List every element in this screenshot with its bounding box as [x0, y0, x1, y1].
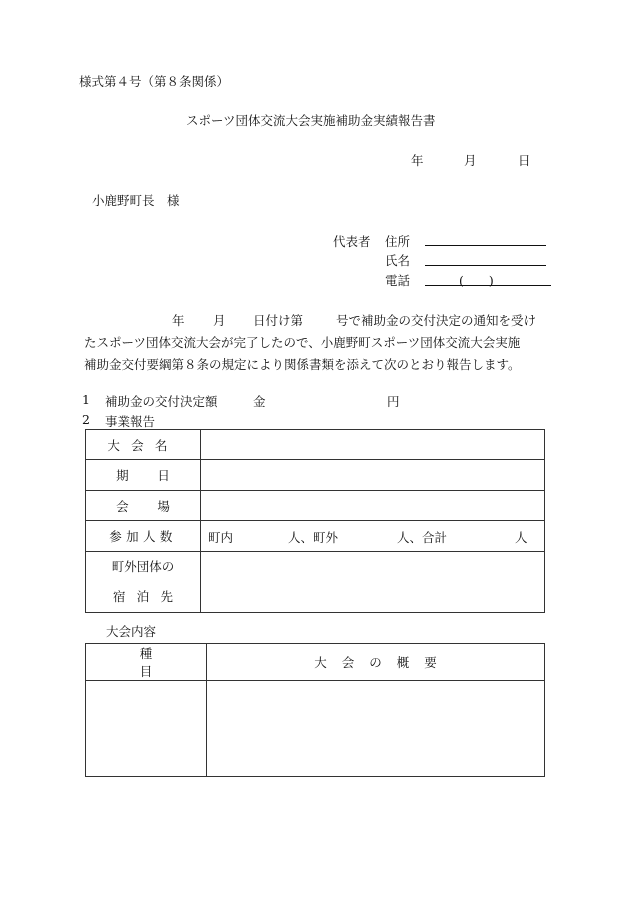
date-input-cell[interactable]: [201, 460, 545, 491]
content-table: [85, 643, 545, 777]
participants-person-1: 人、町外: [288, 530, 339, 545]
name-field[interactable]: [425, 265, 546, 266]
body-line3: 補助金交付要綱第８条の規定により関係書類を添えて次のとおり報告します。: [84, 357, 521, 372]
event-input-cell[interactable]: [86, 681, 207, 777]
addressee: 小鹿野町長 様: [92, 193, 180, 208]
table-row: [86, 552, 545, 613]
item-1-label: 補助金の交付決定額: [105, 394, 218, 409]
table-row: [86, 521, 545, 552]
row-label-lodging: [86, 552, 201, 613]
table-row: [86, 491, 545, 521]
table-row: [86, 460, 545, 491]
participants-person-2: 人、合計: [397, 530, 448, 545]
date-month-label: 月: [464, 153, 477, 168]
body-year-label: 年: [172, 313, 185, 328]
lodging-label-line-1: 町外団体の: [111, 559, 175, 574]
table-row: [86, 681, 545, 777]
phone-label: 電話: [385, 273, 411, 288]
participants-person-3: 人: [515, 530, 528, 545]
name-input-cell[interactable]: [201, 430, 545, 460]
form-number: 様式第４号（第８条関係）: [79, 74, 230, 89]
document-title: スポーツ団体交流大会実施補助金実績報告書: [186, 113, 436, 128]
date-year-label: 年: [411, 153, 424, 168]
item-1-number: 1: [82, 392, 90, 407]
address-label: 住所: [385, 234, 411, 249]
item-1-yen-label: 円: [387, 394, 400, 409]
table-row: [86, 430, 545, 460]
row-label-name: 大会名: [86, 430, 201, 460]
col-header-summary: 大会の概要: [207, 644, 545, 681]
name-label: 氏名: [385, 253, 411, 268]
row-label-date: 期日: [86, 460, 201, 491]
participants-town-in: 町内: [208, 530, 234, 545]
content-label: 大会内容: [106, 624, 157, 639]
row-label-venue: 会場: [86, 491, 201, 521]
item-1-kin-label: 金: [253, 394, 266, 409]
body-line1-rest: 号で補助金の交付決定の通知を受け: [336, 313, 537, 328]
body-dated-label: 日付け第: [253, 313, 304, 328]
table-row: [86, 644, 545, 681]
col-header-event: 種目: [86, 644, 207, 681]
venue-input-cell[interactable]: [201, 491, 545, 521]
item-2-number: 2: [82, 412, 90, 427]
lodging-label-line-2: 宿泊先: [112, 589, 185, 604]
representative-label: 代表者: [333, 234, 371, 249]
lodging-input-cell[interactable]: [201, 552, 545, 613]
body-month-label: 月: [213, 313, 226, 328]
row-label-participants: 参加人数: [86, 521, 201, 552]
summary-input-cell[interactable]: [207, 681, 545, 777]
report-table: [85, 429, 545, 613]
participants-cell[interactable]: [201, 521, 545, 552]
phone-parens: ( ): [459, 273, 494, 288]
address-field[interactable]: [425, 245, 546, 246]
date-day-label: 日: [518, 153, 531, 168]
phone-field[interactable]: [425, 285, 551, 286]
item-2-label: 事業報告: [105, 414, 156, 429]
body-line2: たスポーツ団体交流大会が完了したので、小鹿野町スポーツ団体交流大会実施: [84, 335, 521, 350]
